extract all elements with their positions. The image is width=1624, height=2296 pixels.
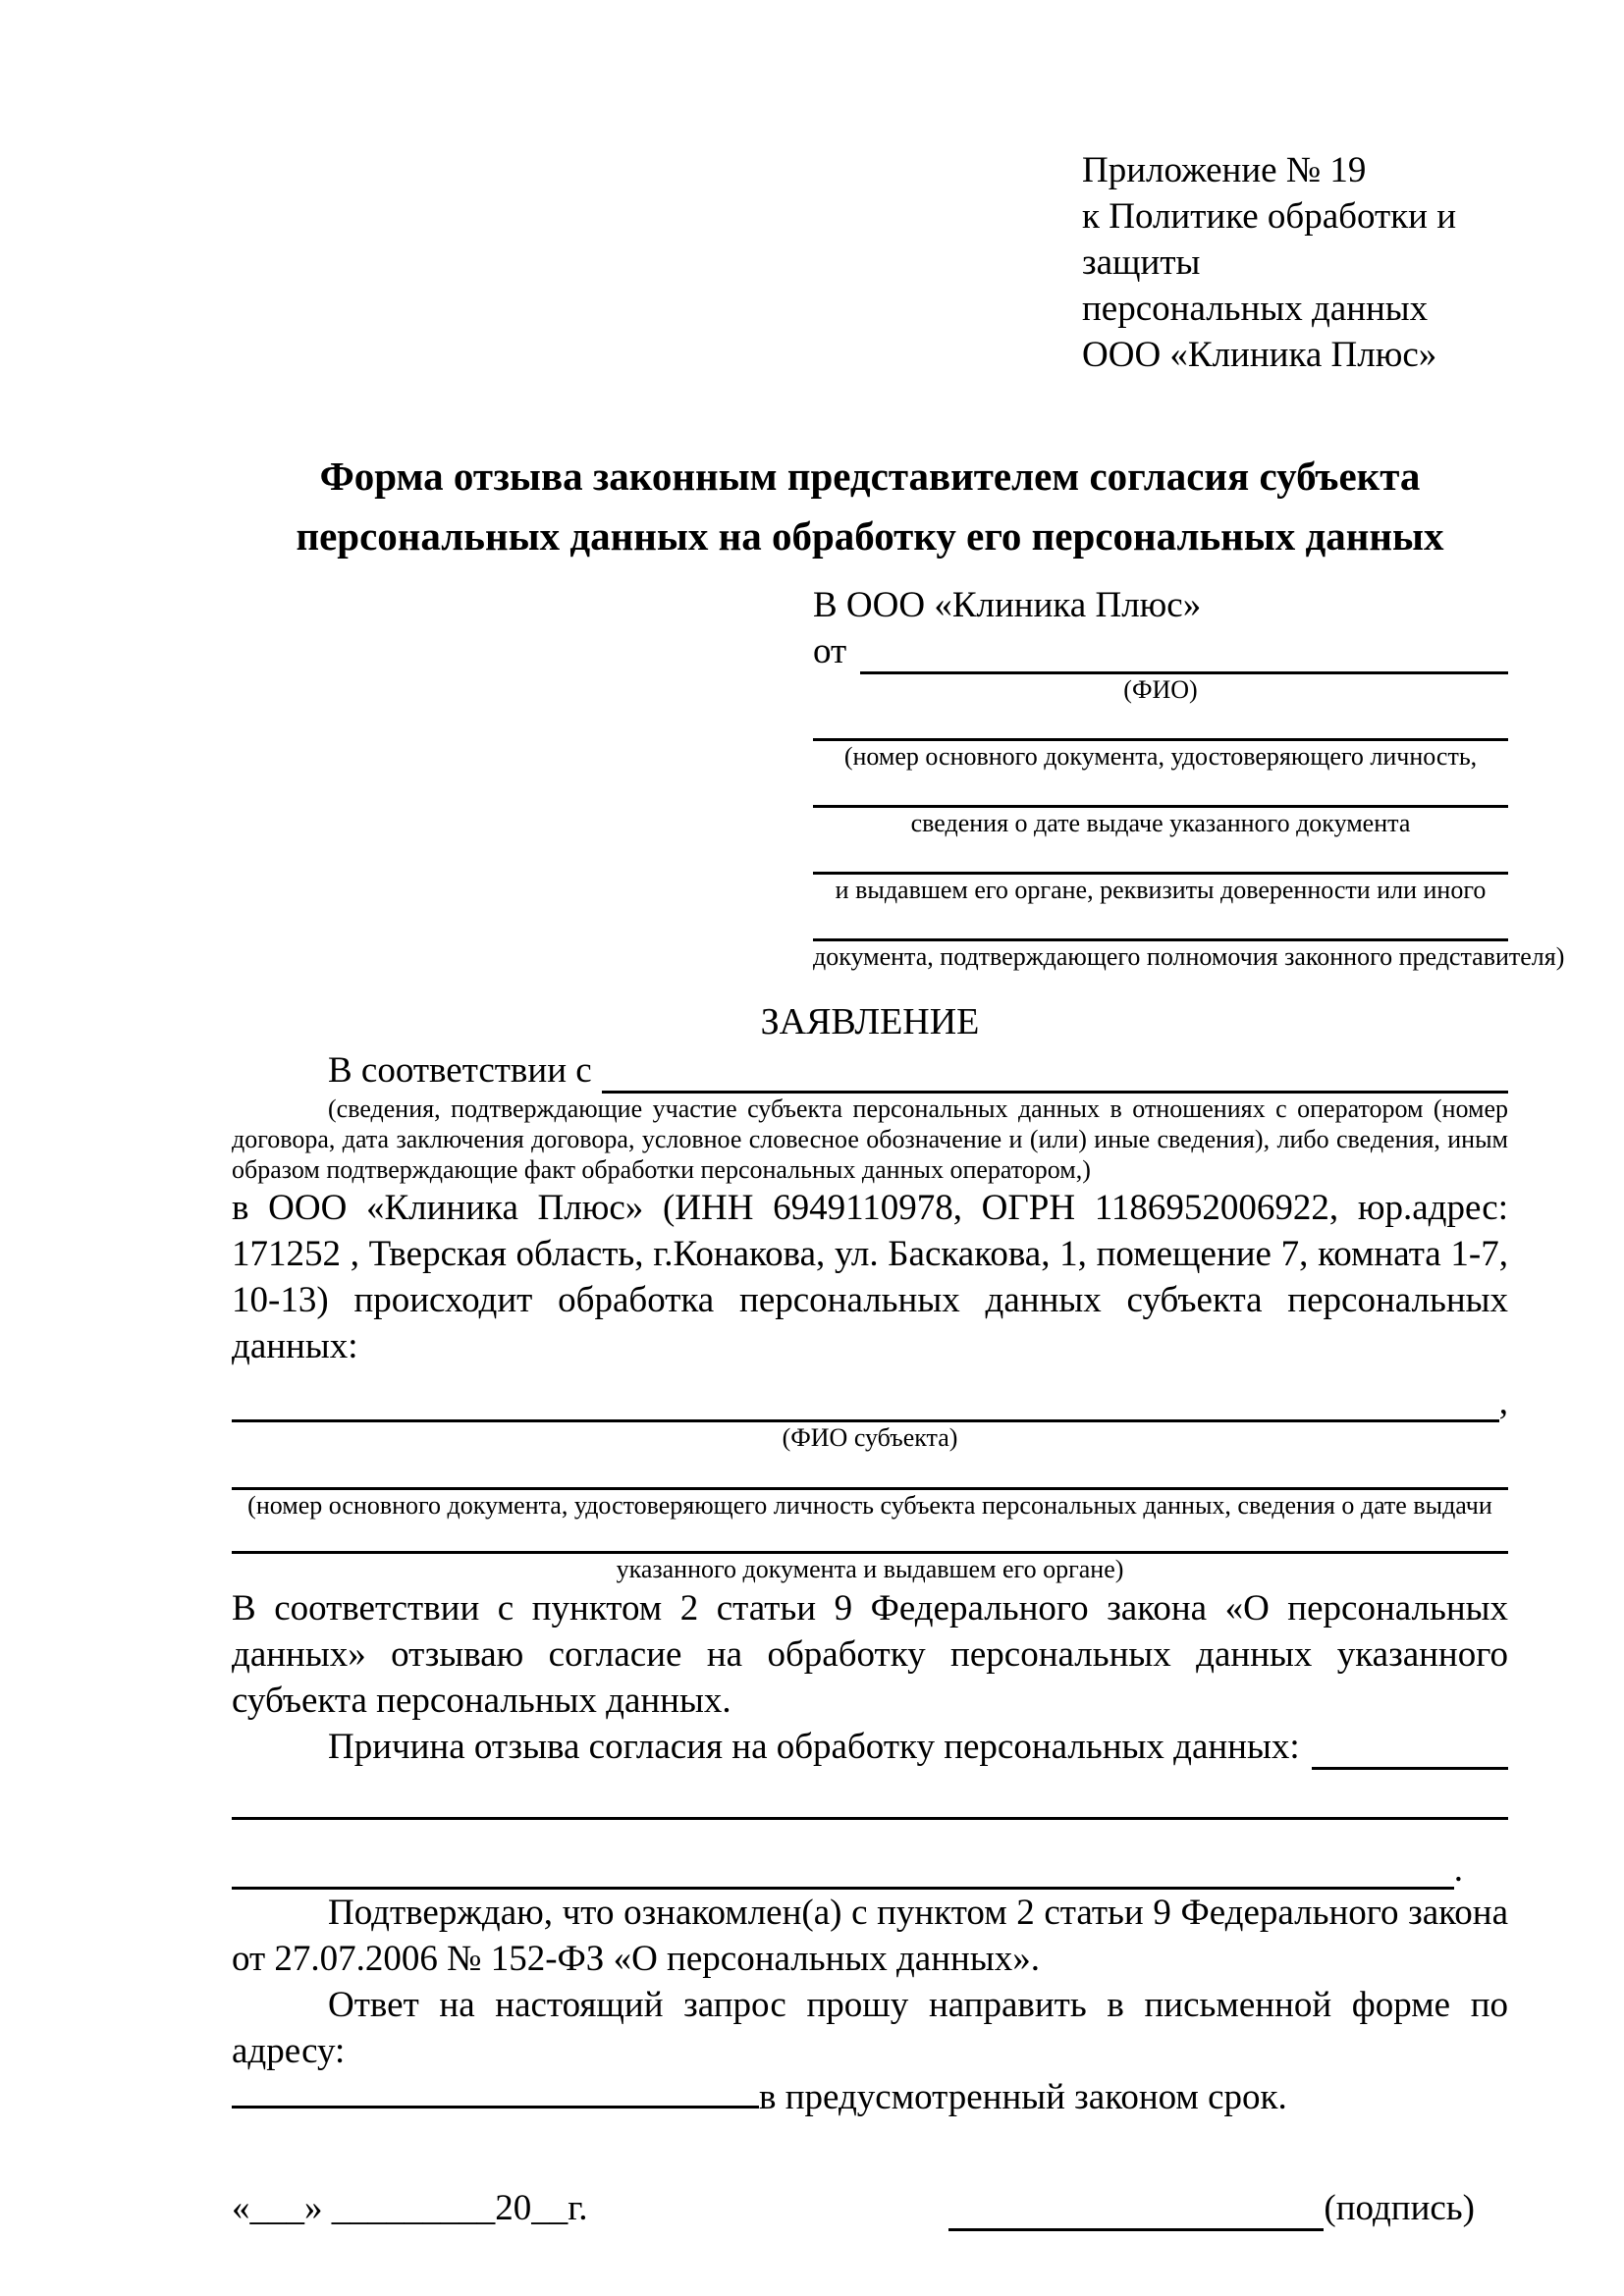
reason-blank-line [1312,1767,1508,1770]
reply-paragraph-line2 [232,2074,1508,2120]
intro-label: В соответствии с [328,1050,592,1091]
intro-row [232,1047,1508,1094]
addressee-to: В ООО «Клиника Плюс» [813,585,1202,625]
reply-paragraph-line1: Ответ на настоящий запрос прошу направить в письменной форме по адресу: [232,1985,1508,2071]
comma-after-blank: , [1498,1382,1508,1422]
signature-group [948,2185,1475,2231]
form-title [232,447,1508,566]
fio-caption: (ФИО) [1123,675,1198,704]
operator-paragraph: в ООО «Клиника Плюс» (ИНН 6949110978, ОГРН 1186952006922, юр.адрес: 171252 , Тверская область, г.Конакова, ул. Баскакова, 1, помещение 7, комната 1-7, 10-13) происходит обработка персональных данных субъекта персональных данных: [232,1188,1508,1366]
signature-blank-line [948,2228,1324,2231]
withdrawal-paragraph: В соответствии с пунктом 2 статьи 9 Федерального закона «О персональных данных» отзываю согласие на обработку персональных данных указанного субъекта персональных данных. [232,1588,1508,1721]
blank-caption-4: документа, подтверждающего полномочия законного представителя) [813,942,1565,971]
reply-tail: в предусмотренный законом срок. [759,2077,1287,2117]
signature-date-row [232,2185,1508,2231]
addressee-from-row [813,628,1508,674]
reason-extra-blank-line-1 [232,1817,1508,1820]
blank-row-issue-date [813,805,1508,839]
reason-row [232,1724,1508,1770]
appendix-number: Приложение № 19 [1082,150,1367,190]
appendix-company: ООО «Клиника Плюс» [1082,335,1437,375]
document-content [232,147,1565,2231]
blank-row-representative-authority [813,938,1565,973]
date-blank: «___» _________20__г. [232,2188,588,2228]
period-after-blank: . [1453,1849,1463,1890]
blank-caption-3: и выдавшем его органе, реквизиты доверенности или иного [835,876,1487,904]
form-title-line2: персональных данных на обработку его персональных данных [296,513,1444,559]
reply-address-blank-line [232,2106,759,2109]
fine-print-note: (сведения, подтверждающие участие субъекта персональных данных в отношениях с оператором (номер договора, дата заключения договора, условное словесное обозначение и (или) иные сведения), либо сведения, иным образом подтверждающие факт обработки персональных данных оператором,) [232,1095,1508,1184]
subject-fio-caption: (ФИО субъекта) [782,1423,958,1452]
subject-fio-blank-row [232,1383,1508,1422]
subject-doc-caption-1: (номер основного документа, удостоверяющего личность субъекта персональных данных, сведения о дате выдачи [247,1491,1492,1520]
from-label: от [813,631,847,671]
acknowledge-paragraph: Подтверждаю, что ознакомлен(а) с пунктом 2 статьи 9 Федерального закона от 27.07.2006 № 152-ФЗ «О персональных данных». [232,1893,1508,1979]
reason-extra-blank-line-2 [232,1850,1463,1890]
addressee-block [813,582,1565,973]
appendix-header [1082,147,1508,378]
appendix-policy-line2: персональных данных [1082,289,1429,329]
subject-doc-caption-2: указанного документа и выдавшем его органе) [616,1555,1124,1583]
appendix-policy-line: к Политике обработки и защиты [1082,196,1457,283]
blank-caption-2: сведения о дате выдаче указанного документа [910,809,1411,837]
form-title-line1: Форма отзыва законным представителем согласия субъекта [319,454,1421,499]
signature-caption: (подпись) [1324,2188,1475,2228]
blank-caption-1: (номер основного документа, удостоверяющего личность, [843,742,1478,771]
statement-heading: ЗАЯВЛЕНИЕ [760,1001,980,1042]
reason-label: Причина отзыва согласия на обработку персональных данных: [328,1727,1300,1767]
blank-row-issuing-authority [813,872,1508,906]
blank-row-document-number [813,738,1508,773]
